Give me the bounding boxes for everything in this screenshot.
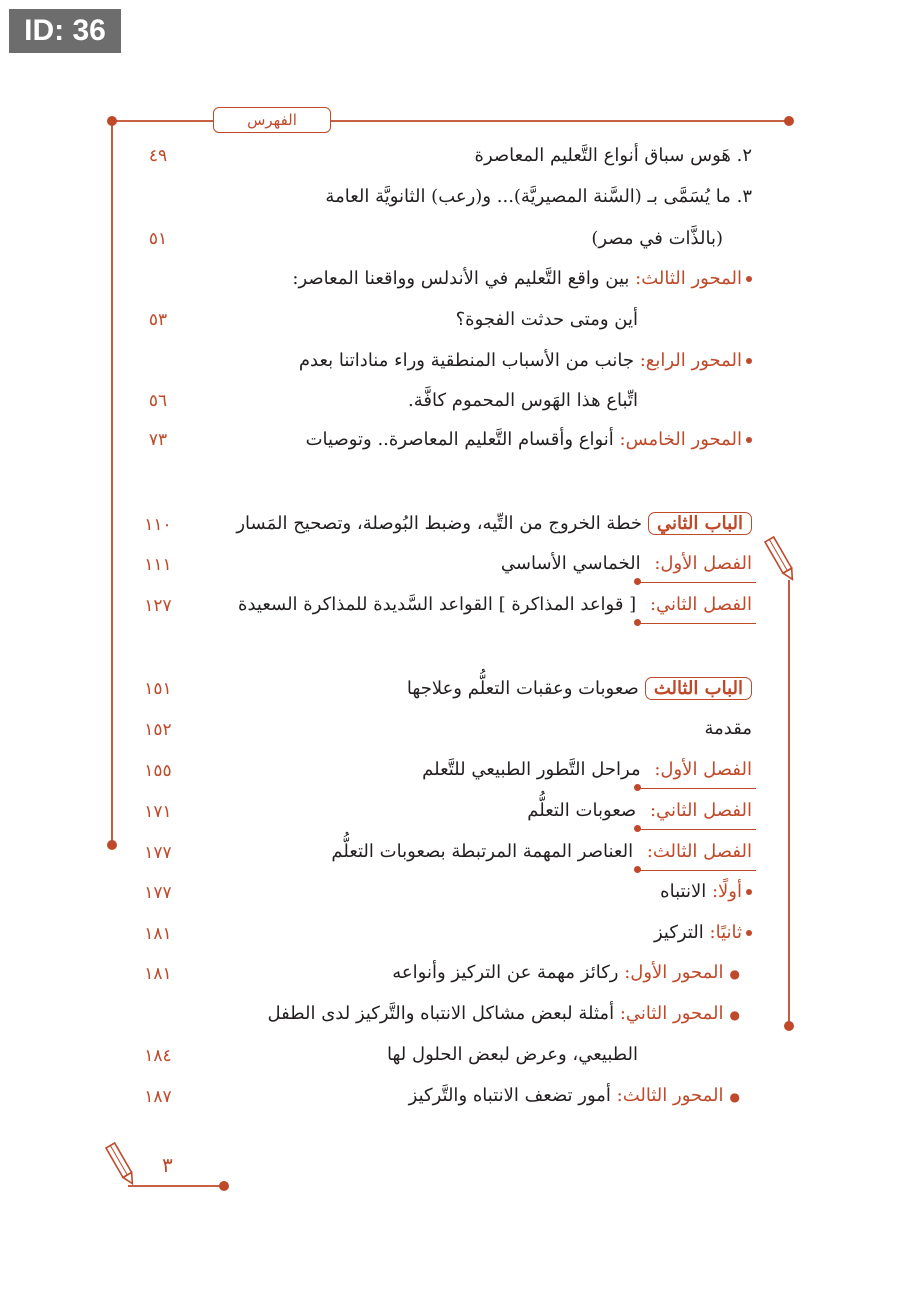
toc-entry: ٣. ما يُسَمَّى بـ (السَّنة المصيريَّة)... و(رعب) الثانويَّة العامة (325, 186, 752, 207)
toc-entry: اتِّباع هذا الهَوس المحموم كافَّة. (408, 390, 638, 411)
bullet-icon (746, 437, 752, 443)
toc-entry: (بالذَّات في مصر) (591, 228, 723, 249)
page-ref: ١٧١ (144, 802, 172, 822)
bab-label: الباب الثالث (645, 677, 752, 700)
toc-entry: أولًا: الانتباه (660, 881, 752, 902)
dot-icon: ● (729, 1008, 740, 1022)
toc-entry: ثانيًا: التركيز (654, 922, 752, 943)
page-ref: ١٧٧ (144, 843, 172, 863)
toc-entry: ●المحور الأول: ركائز مهمة عن التركيز وأنواعه (392, 962, 740, 983)
page-ref: ١٨٤ (144, 1046, 172, 1066)
fasl-label: الفصل الأول: (654, 759, 752, 780)
bullet-icon (746, 930, 752, 936)
fasl-label: الفصل الثاني: (650, 594, 752, 615)
bullet-icon (746, 276, 752, 282)
page-ref: ١١١ (144, 555, 172, 575)
toc-entry: ●المحور الثالث: أمور تضعف الانتباه والتَّركيز (408, 1085, 740, 1106)
dot-icon: ● (729, 967, 740, 981)
pencil-icon (765, 537, 797, 582)
toc-entry: مقدمة (704, 718, 752, 739)
toc-entry: أين ومتى حدثت الفجوة؟ (455, 309, 638, 330)
page-ref: ١٨٧ (144, 1087, 172, 1107)
toc-section-heading: الباب الثانيخطة الخروج من التِّيه، وضبط البُوصلة، وتصحيح المَسار (236, 512, 752, 535)
toc-entry: الفصل الثالث: العناصر المهمة المرتبطة بصعوبات التعلُّم (331, 841, 752, 862)
page-ref: ١٥٢ (144, 720, 172, 740)
toc-entry: الفصل الأول: الخماسي الأساسي (501, 553, 752, 574)
toc-entry: الطبيعي، وعرض لبعض الحلول لها (387, 1044, 638, 1065)
toc-entry: المحور الخامس: أنواع وأقسام التَّعليم المعاصرة.. وتوصيات (306, 429, 752, 450)
toc-entry: ٢. هَوس سباق أنواع التَّعليم المعاصرة (474, 145, 752, 166)
bab-label: الباب الثاني (648, 512, 752, 535)
toc-entry: الفصل الثاني: [ قواعد المذاكرة ] القواعد السَّديدة للمذاكرة السعيدة (238, 594, 752, 615)
index-title: الفهرس (213, 107, 331, 133)
page-ref: ٥٣ (148, 310, 168, 330)
fasl-label: الفصل الثالث: (647, 841, 752, 862)
fasl-label: الفصل الأول: (654, 553, 752, 574)
page-ref: ١٢٧ (144, 596, 172, 616)
page-ref: ٧٣ (148, 430, 168, 450)
toc-entry: ●المحور الثاني: أمثلة لبعض مشاكل الانتباه والتَّركيز لدى الطفل (267, 1003, 740, 1024)
toc-entry: الفصل الأول: مراحل التَّطور الطبيعي للتَّعلم (422, 759, 752, 780)
toc-entry: الفصل الثاني: صعوبات التعلُّم (527, 800, 752, 821)
page-number: ٣ (162, 1153, 173, 1177)
pencil-icon-bottom (106, 1143, 137, 1186)
toc-section-heading: الباب الثالثصعوبات وعقبات التعلُّم وعلاجها (407, 677, 752, 700)
page-ref: ١٨١ (144, 964, 172, 984)
toc-entry: المحور الرابع: جانب من الأسباب المنطقية وراء مناداتنا بعدم (299, 350, 752, 371)
bullet-icon (746, 889, 752, 895)
page-ref: ١٧٧ (144, 883, 172, 903)
page-ref: ١٥٥ (144, 761, 172, 781)
toc-entry: المحور الثالث: بين واقع التَّعليم في الأندلس وواقعنا المعاصر: (292, 268, 752, 289)
fasl-label: الفصل الثاني: (650, 800, 752, 821)
id-badge: ID: 36 (9, 9, 121, 53)
page-ref: ١١٠ (144, 515, 172, 535)
bullet-icon (746, 358, 752, 364)
page-ref: ١٥١ (144, 679, 172, 699)
page-ref: ٥١ (148, 229, 168, 249)
page-ref: ١٨١ (144, 924, 172, 944)
dot-icon: ● (729, 1090, 740, 1104)
page-ref: ٤٩ (148, 146, 168, 166)
page-ref: ٥٦ (148, 391, 168, 411)
